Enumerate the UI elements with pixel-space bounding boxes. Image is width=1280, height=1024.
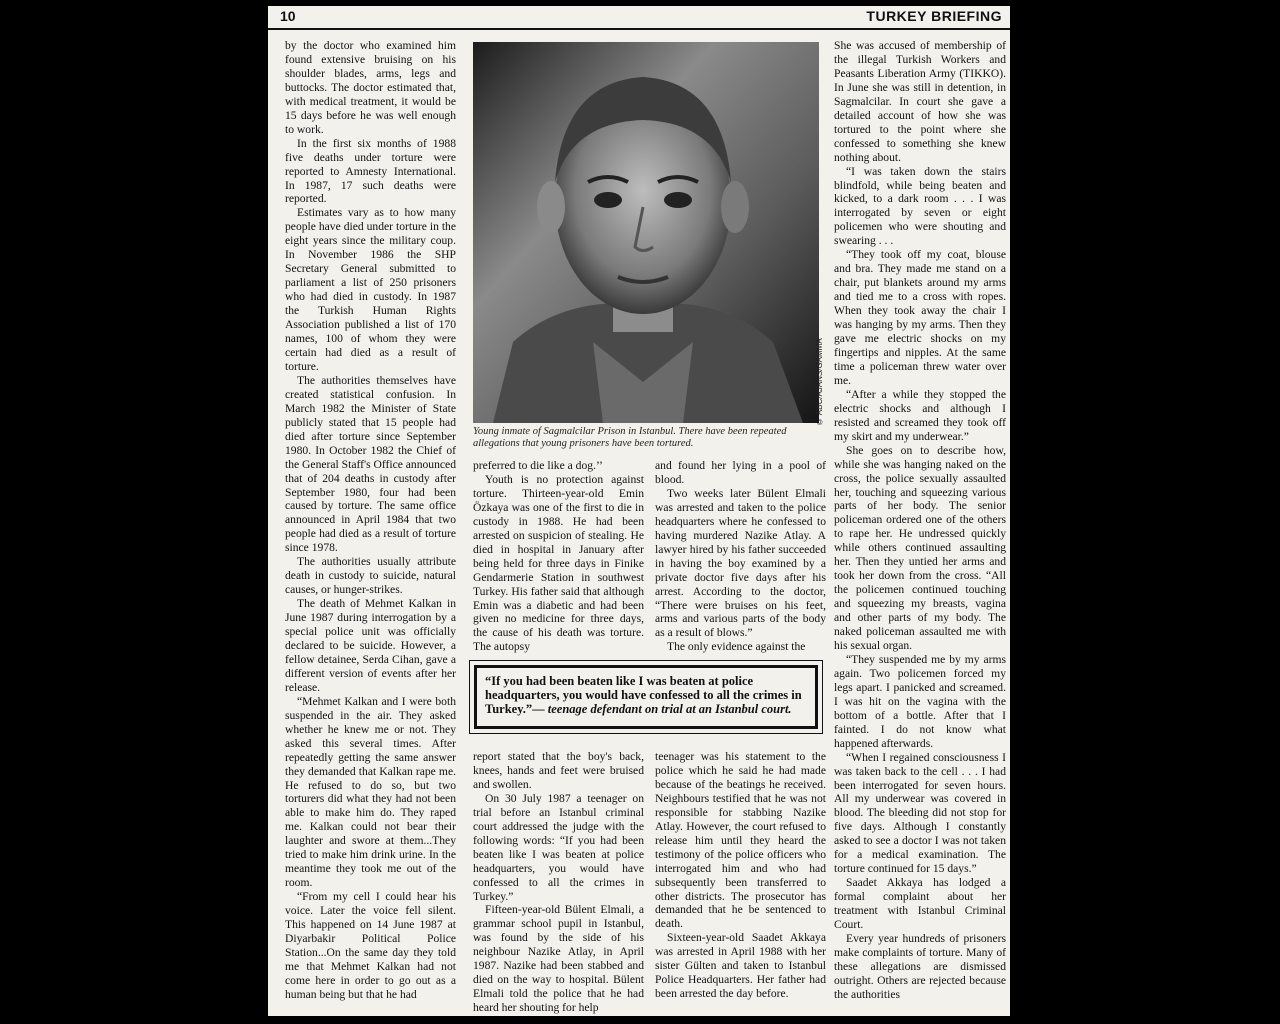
article-paragraph: preferred to die like a dog.’’ (473, 459, 603, 472)
pullquote-box (474, 665, 818, 729)
photo-caption: Young inmate of Sagmalcilar Prison in Istanbul. There have been repeated allegations that young prisoners have been tortured. (473, 426, 787, 449)
article-paragraph: “Mehmet Kalkan and I were both suspended in the air. They asked whether he knew me or not. They asked this several times. After repeatedly getting the same answer they demanded that Kalkan rape me. He refused to do so, but two torturers did what they had not been able to make him do. They raped me. Kalkan could not bear their laughter and swore at them...They tried to make him drink urine. In the meantime they took me out of the room. (285, 694, 456, 890)
article-paragraph: “After a while they stopped the electric shocks and although I resisted and screamed they took off my skirt and my underwear.” (834, 387, 1006, 443)
article-paragraph: Fifteen-year-old Bülent Elmali, a grammar school pupil in Istanbul, was found by the side of his neighbour Nazike Atlay, in April 1987. Nazike had been stabbed and died on the way to hospital. Bülent Elmali told the police that he had heard her shouting for help (473, 903, 644, 1015)
article-paragraph: She goes on to describe how, while she was hanging naked on the cross, the police sexually assaulted her, touching and squeezing various parts of her body. The senior policeman ordered one of the others to rape her. He undressed quickly while others continued assaulting her. Then they untied her arms and took her down from the cross. “All the policemen continued touching and squeezing my breasts, vagina and other parts of my body. The naked policeman assaulted me with his sexual organ. (834, 443, 1006, 652)
page-number: 10 (280, 8, 296, 24)
article-paragraph: “They suspended me by my arms again. Two policemen forced my legs apart. I panicked and screamed. I was hit on the vagina with the bottom of a bottle. After that I fainted. I do not know what happened afterwards. (834, 652, 1006, 750)
column-4 (834, 39, 1006, 1016)
article-paragraph: The only evidence against the (667, 640, 806, 654)
article-paragraph: The authorities usually attribute death in custody to suicide, natural causes, or hunger-strikes. (285, 555, 456, 597)
article-paragraph: Every year hundreds of prisoners make complaints of torture. Many of these allegations are dismissed outright. Others are rejected because the authorities (834, 932, 1006, 1001)
article-paragraph: report stated that the boy's back, knees, hands and feet were bruised and swollen. (473, 750, 644, 791)
article-paragraph: Sixteen-year-old Saadet Akkaya was arrested in April 1988 with her sister Gülten and taken to Istanbul Police Headquarters. Her father had been arrested the day before. (655, 931, 826, 1001)
boy-portrait-photo (473, 42, 819, 423)
pullquote-text: “If you had been beaten like I was beaten at police headquarters, you would have confessed to all the crimes in Turkey.”— (485, 674, 802, 716)
article-paragraph: teenager was his statement to the police which he said he had made because of the beatings he received. Neighbours testified that he was not responsible for stabbing Nazike Atlay. However, the court refused to release him until they heard the testimony of the police officers who interrogated him and who had subsequently been transferred to other districts. The prosecutor has demanded that he be sentenced to death. (655, 750, 826, 931)
page-header (268, 6, 1010, 30)
article-paragraph: She was accused of membership of the illegal Turkish Workers and Peasants Liberation Army (TIKKO). In June she was still in detention, in Sagmalcilar. In court she gave a detailed account of how she was tortured to the point where she confessed to something she knew nothing about. (834, 39, 1006, 164)
article-paragraph: Youth is no protection against torture. Thirteen-year-old Emin Özkaya was one of the first to die in custody in 1988. He had been arrested on suspicion of stealing. He died in hospital in January after being held for three days in Finike Gendarmerie Station in southwest Turkey. His father said that although Emin was a diabetic and had been given no medicine for three days, the cause of his death was torture. The autopsy (473, 472, 644, 654)
article-paragraph: The authorities themselves have created statistical confusion. In March 1982 the Minister of State publicly stated that 15 people had died after torture since September 1980. In October 1982 the Chief of the General Staff's Office announced that of 204 deaths in custody after September 1980, four had been caused by torture. The same office announced in April 1984 that two people had died as a result of torture since 1978. (285, 373, 456, 555)
article-paragraph: and found her lying in a pool of blood. (655, 459, 826, 486)
article-paragraph: Estimates vary as to how many people have died under torture in the eight years since the military coup. In November 1986 the SHP Secretary General submitted to parliament a list of 250 prisoners who had died in custody. In 1987 the Turkish Human Rights Association published a list of 170 names, 100 of whom they were certain had died as a result of torture. (285, 206, 456, 373)
article-paragraph: “I was taken down the stairs blindfold, while being beaten and kicked, to a dark room . . . I was interrogated by seven or eight policemen who were shouting and swearing . . . (834, 164, 1006, 248)
boy-portrait-icon (473, 42, 819, 423)
column-2-bottom (473, 750, 644, 1016)
article-paragraph: “When I regained consciousness I was taken back to the cell . . . I had been interrogated for seven hours. All my underwear was covered in blood. The bleeding did not stop for five days. Although I constantly asked to see a doctor I was not taken for a medical examination. The torture continued for 15 days.” (834, 750, 1006, 876)
column-3-bottom (655, 750, 826, 1016)
article-paragraph: The death of Mehmet Kalkan in June 1987 during interrogation by a special police unit was officially declared to be suicide. However, a fellow detainee, Serda Cihan, gave a different version of events after her release. (285, 597, 456, 694)
article-paragraph: Two weeks later Bülent Elmali was arrested and taken to the police headquarters where he confessed to having murdered Nazike Atlay. A lawyer hired by his father succeeded in having the boy examined by a private doctor five days after his arrest. According to the doctor, “There were bruises on his feet, arms and various parts of the body as a result of blows.” (655, 486, 826, 640)
publication-title: TURKEY BRIEFING (866, 8, 1002, 24)
article-paragraph: “From my cell I could hear his voice. Later the voice fell silent. This happened on 14 June 1987 at Diyarbakir Political Police Station...On the same day they told me that Mehmet Kalkan had not come here in order to go out as a human being but that he had (285, 890, 456, 1001)
photo-credit: © ABC/AJANS/GAMMA (815, 338, 824, 426)
article-paragraph: On 30 July 1987 a teenager on trial before an Istanbul criminal court addressed the judge with the following words: “If you had been beaten like I was beaten at police headquarters, you would have confessed to all the crimes in Turkey.” (473, 791, 644, 903)
column-1 (285, 39, 456, 1016)
pullquote-source: teenage defendant on trial at an Istanbul court. (547, 702, 792, 716)
column-3-top (655, 459, 826, 663)
article-paragraph: Saadet Akkaya has lodged a formal complaint about her treatment with Istanbul Criminal Court. (834, 876, 1006, 932)
article-paragraph: by the doctor who examined him found extensive bruising on his shoulder blades, arms, legs and buttocks. The doctor estimated that, with medical treatment, it would be 15 days before he was well enough to work. (285, 39, 456, 136)
article-paragraph: In the first six months of 1988 five deaths under torture were reported to Amnesty International. In 1987, 17 such deaths were reported. (285, 136, 456, 206)
magazine-page (268, 6, 1010, 1016)
article-paragraph: “They took off my coat, blouse and bra. They made me stand on a chair, put blankets around my arms and tied me to a cross with ropes. When they took away the chair I was hanging by my arms. Then they gave me electric shocks on my fingertips and nipples. At the same time a policeman threw water over me. (834, 248, 1006, 387)
column-2-top (473, 459, 644, 663)
